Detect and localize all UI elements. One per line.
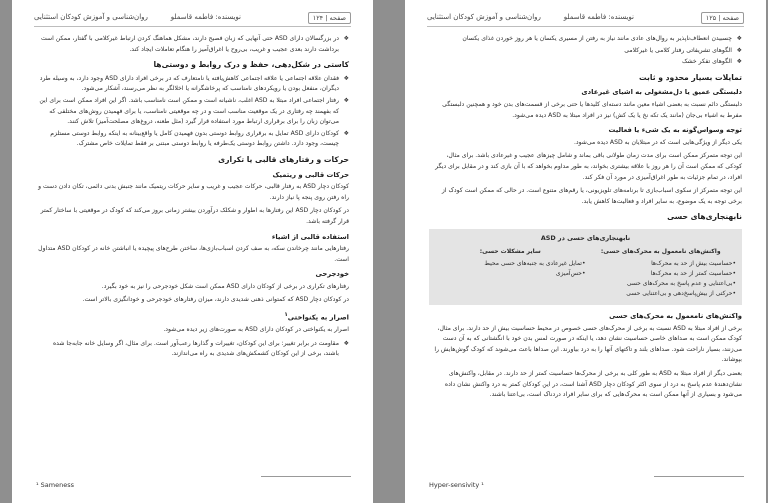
right-page-header (427, 10, 744, 27)
left-page-header (34, 10, 351, 27)
column-header: واکنش‌های نامعمول به محرک‌های حسی: (600, 247, 721, 255)
table-cell: •حساسیت کمتر از حد به محرک‌ها (650, 270, 736, 278)
left-page-content (36, 34, 349, 363)
table-column-unusual-reactions (586, 247, 737, 300)
paragraph: این توجه متمرکز از سکوی اسباب‌بازی تا برنامه‌های تلویزیونی، یا رقم‌های متنوع است. در حالی که ممکن است کودک از برخی توجه به یک موضوع، به سایر افراد و فعالیت‌ها کاهش یابد. (441, 187, 742, 205)
list-item: ❖ چسبیدن انعطاف‌ناپذیر به روال‌های عادی مانند نیاز به رفتن از مسیری یکسان یا هر روز خوردن غذای یکسان (429, 34, 742, 45)
section-heading: حرکات و رفتارهای قالبی یا تکراری (218, 154, 349, 164)
paragraph: دلبستگی دائم نسبت به بعضی اشیاء معین مانند دسته‌ای کلیدها یا حتی برخی از قسمت‌های بدن خود و همچنین دلبستگی مفرط به اشیاء بی‌جان (مانند یک تکه نخ یا یک کش) نیز در افراد مبتلا به ASD دیده می‌شود. (442, 100, 742, 119)
section-heading: کاستی در شکل‌دهی، حفظ و درک روابط و دوستی‌ها (153, 60, 349, 70)
page-number: صفحه | ۱۲۴ (308, 12, 351, 24)
table-title: نابهنجاری‌های حسی در ASD (540, 233, 631, 242)
table-cell: •حرکتی از بیش‌پاسخ‌دهی و بی‌اعتنایی حسی (626, 290, 736, 298)
paragraph: در کودکان دچار ASD که کمتوانی ذهنی شدیدی دارند، میزان رفتارهای خودجرحی و خودانگیزی بالاتر است. (82, 296, 349, 304)
footnote-divider (261, 476, 351, 477)
list-item: ❖ مقاومت در برابر تغییر: برای این کودکان، تغییرات و گذارها رعب‌آور است. برای مثال، اگر وسایل خانه جابه‌جا شده باشند، برخی از این کودکان کشمکش‌های شدیدی به راه می‌اندازند. (36, 339, 349, 360)
page-number: صفحه | ۱۲۵ (701, 12, 744, 24)
footnote: ¹ Sameness (36, 481, 75, 489)
list-item: ❖ الگوهای تفکر خشک (429, 57, 742, 68)
bullet-list (36, 339, 349, 360)
header-author: نویسنده: فاطمه قاسملو (563, 13, 634, 21)
paragraph: در کودکان دچار ASD این رفتارها به اطوار و شکلک درآوردن بیشتر زمانی بروز می‌کند که کودک در موقعیتی با ساختار کمتر قرار گرفته باشد. (40, 207, 349, 225)
table-columns (435, 247, 736, 300)
subsection-heading: حرکات قالبی و ریتمیک (272, 170, 349, 179)
list-item: ❖ در بزرگسالان دارای ASD حتی آنهایی که زبان فصیح دارند، مشکل هماهنگ کردن ارتباط غیرکلامی با گفتار، ممکن است برداشت دارند بعدی عجیب و غریب، بی‌روح یا اغراق‌آمیز را هنگام تعاملات ایجاد کند. (36, 34, 349, 55)
section-heading: تمایلات بسیار محدود و ثابت (638, 72, 742, 82)
intro-bullet-list (429, 34, 742, 68)
header-book-title: روان‌شناسی و آموزش کودکان استثنایی (427, 13, 541, 21)
table-cell: •تمایل غیرعادی به جنبه‌های حسی محیط (484, 260, 586, 268)
left-page (12, 0, 373, 503)
subsection-heading: توجه وسواس‌گونه به یک شیء یا فعالیت (608, 126, 742, 135)
list-item: ❖ کودکان دارای ASD تمایل به برقراری روابط دوستی بدون فهمیدن کامل یا واقع‌بینانه به اینکه روابط دوستی مستلزم چیست، وجود دارد. داشتن روابط دوستی یک‌طرفه یا روابط دوستی مبتنی بر فقط تمایلات خاص مشترک. (36, 129, 349, 150)
header-book-title: روان‌شناسی و آموزش کودکان استثنایی (34, 13, 148, 21)
subsection-heading: واکنش‌های نامعمول به محرک‌های حسی (609, 312, 742, 321)
paragraph: رفتارهایی مانند چرخاندن سکه، به صف کردن اسباب‌بازی‌ها، ساختن طرح‌های پیچیده یا انباشتن خانه در کودکان ASD متداول است. (38, 245, 349, 263)
paragraph: اصرار به یکنواختی در کودکان دارای ASD به صورت‌های زیر دیده می‌شود. (163, 325, 349, 333)
sensory-table (429, 229, 742, 305)
table-column-other-problems (435, 247, 586, 300)
list-item: ❖ فقدان علاقه اجتماعی یا علاقه اجتماعی کاهش‌یافته یا نامتعارف که در برخی افراد دارای ASD وجود دارد، به وسیله طرد دیگران، منفعل بودن یا رویکردهای نامناسب که پرخاشگرانه یا اخلالگر به نظر می‌رسند، آشکار می‌شود. (36, 74, 349, 95)
heading-text: اصرار به یکنواختی (287, 313, 349, 322)
table-cell: •حساسیت بیش از حد به محرک‌ها (651, 260, 736, 268)
paragraph: کودکان دچار ASD به رفتار قالبی، حرکات عجیب و غریب و سایر حرکات ریتمیک مانند جنبش بدنی دائمی، تکان دادن دست و راه رفتن روی پنجه پا نیاز دارند. (38, 183, 349, 201)
paragraph: رفتارهای تکراری در برخی از کودکان دارای ASD ممکن است شکل خودجرحی را نیز به خود بگیرد. (101, 282, 349, 290)
list-item: ❖ رفتار اجتماعی افراد مبتلا به ASD اغلب، ناشیانه است و ممکن است نامناسب باشد. اگر این افراد ممکن است برای این که بفهمند چه رفتاری در یک موقعیت مناسب است و در چه موقعیتی نامناسب، یا برای فهمیدن روش‌های مختلفی که می‌توان زبان را برای برقراری ارتباط مورد استفاده قرار گیرد (مثل طعنه، دروغ‌های مصلحت‌آمیز) تلاش کنند. (36, 96, 349, 128)
paragraph: یکی دیگر از ویژگی‌هایی است که در مبتلایان به ASD دیده می‌شود. (573, 138, 742, 146)
column-header: سایر مشکلات حسی: (479, 247, 541, 255)
footnote-marker: ۱ (284, 312, 288, 319)
section-heading: نابهنجاری‌های حسی (667, 212, 742, 222)
table-cell: •حس‌آمیزی (555, 270, 586, 278)
bullet-list (36, 74, 349, 150)
paragraph: این توجه متمرکز ممکن است برای مدت زمان طولانی باقی بماند و شامل چیزهای عجیب و غیرعادی باشد. برای مثال، کودکی که ممکن است آن را هر روز با علاقه بیشتری بخواند، به طور مداوم بخواهد که با آن بازی کند و در مقابل برای دیگر افراد، در تمام جزئیات به طور اغراق‌آمیزی در مورد آن فکر کند. (435, 152, 742, 181)
subsection-heading: دلبستگی عمیق یا دل‌مشغولی به اشیای غیرعادی (581, 88, 742, 97)
table-cell: •بی‌اعتنایی و عدم پاسخ به محرک‌های حسی (626, 280, 736, 288)
paragraph: برخی از افراد مبتلا به ASD نسبت به برخی از محرک‌های حسی خصوص در محیط حساسیت بیش از حد دارند. برای مثال، کودک ممکن است به صداهای خاصی حساسیت نشان دهد، یا اینکه در صورت لمس بدن خود با انگشتانی که به آن دست می‌زنند، بسیار ناراحت شود. صداهای بلند و تاکتهای آنها را به درد بیاورند. این صداها باعث می‌شوند که کودک گوش‌هایش را بپوشاند. (434, 324, 742, 364)
subsection-heading (36, 310, 349, 323)
paragraph: بعضی دیگر از افراد مبتلا به ASD به طور کلی به برخی از محرک‌ها حساسیت کمتر از حد دارند. در مقابل، واکنش‌های نشان‌دهندهٔ عدم پاسخ به درد از سوی اکثر کودکان دچار ASD آشنا است، در این کودکان کمتر به درد واکنش نشان داده می‌شود و بسیاری از آنها ممکن است به محرک‌هایی که برای سایر افراد دردناک است، بی‌اعتنا باشند. (444, 370, 742, 399)
intro-bullet-list (36, 34, 349, 55)
right-page-content (429, 34, 742, 404)
subsection-heading: خودجرحی (315, 270, 349, 279)
list-item: ❖ الگوهای تشریفاتی رفتار کلامی یا غیرکلامی (429, 46, 742, 57)
subsection-heading: استفاده قالبی از اشیاء (271, 232, 349, 241)
right-page (405, 0, 766, 503)
footnote-divider (654, 476, 744, 477)
footnote: Hyper-sensivity ¹ (429, 481, 484, 489)
header-author: نویسنده: فاطمه قاسملو (170, 13, 241, 21)
